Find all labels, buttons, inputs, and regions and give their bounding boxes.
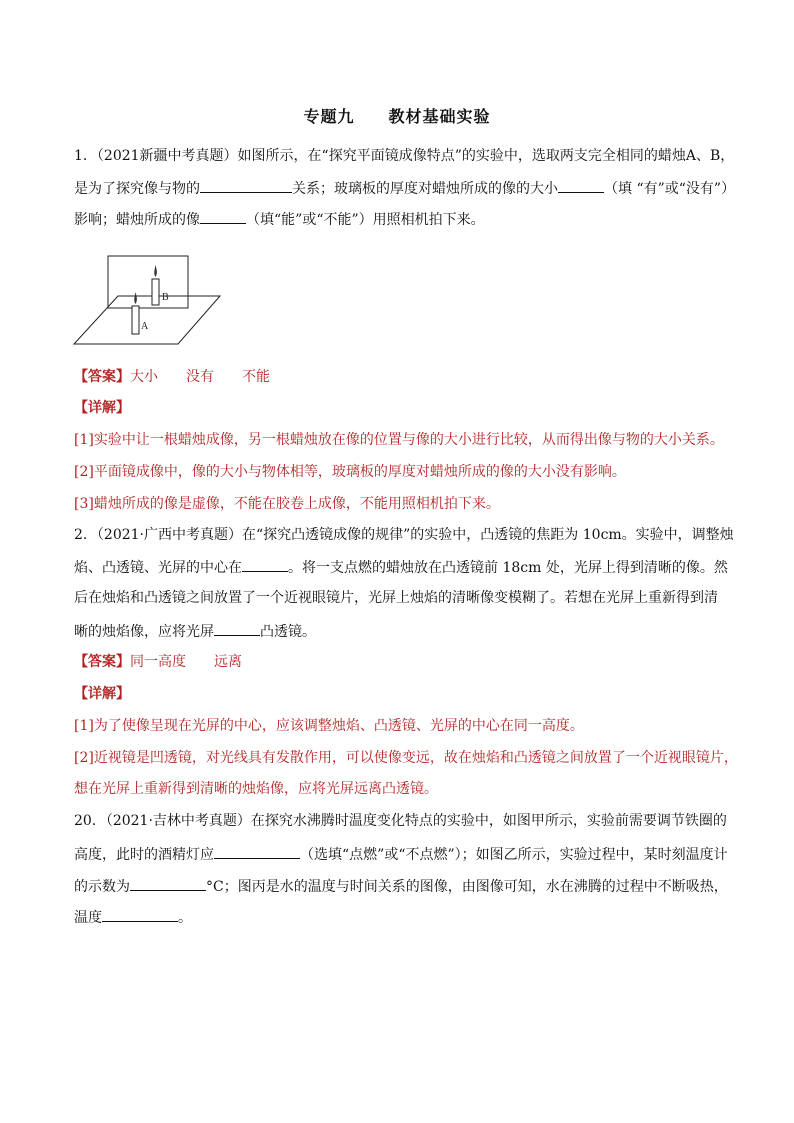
q1-detail-tag: 【详解】 xyxy=(74,400,130,416)
answer-blank xyxy=(102,906,178,922)
q2-detail-tag: 【详解】 xyxy=(74,686,130,702)
q1-answer: 【答案】大小 没有 不能 xyxy=(74,369,270,385)
q1-line-3: 影响；蜡烛所成的像 （填“能”或“不能”）用照相机拍下来。 xyxy=(74,208,485,230)
answer-blank xyxy=(214,620,260,636)
page-title xyxy=(0,104,794,127)
answer-blank xyxy=(242,556,288,572)
q1-detail-2: [2]平面镜成像中，像的大小与物体相等，玻璃板的厚度对蜡烛所成的像的大小没有影响。 xyxy=(74,464,626,480)
label-a: A xyxy=(141,321,149,332)
q2-line-2: 焰、凸透镜、光屏的中心在 。将一支点燃的蜡烛放在凸透镜前 18cm 处，光屏上得到清晰的像。然 xyxy=(74,556,728,578)
q2-line-4: 晰的烛焰像，应将光屏 凸透镜。 xyxy=(74,620,316,642)
q2-line-1: 2．（2021·广西中考真题）在“探究凸透镜成像的规律”的实验中，凸透镜的焦距为 10cm。实验中，调整烛 xyxy=(74,527,734,543)
q2-answer: 【答案】同一高度 远离 xyxy=(74,654,242,670)
q20-line-1: 20．（2021·吉林中考真题）在探究水沸腾时温度变化特点的实验中，如图甲所示，实验前需要调节铁圈的 xyxy=(74,813,727,829)
q1-line-2: 是为了探究像与物的 关系；玻璃板的厚度对蜡烛所成的像的大小 （填 “有”或“没有”） xyxy=(74,177,735,199)
q20-line-4: 温度 。 xyxy=(74,906,192,928)
q2-line-3: 后在烛焰和凸透镜之间放置了一个近视眼镜片，光屏上烛焰的清晰像变模糊了。若想在光屏上重新得到清 xyxy=(74,590,718,606)
answer-blank xyxy=(130,875,206,891)
q2-detail-1: [1]为了使像呈现在光屏的中心，应该调整烛焰、凸透镜、光屏的中心在同一高度。 xyxy=(74,718,584,734)
q2-detail-3: 想在光屏上重新得到清晰的烛焰像，应将光屏远离凸透镜。 xyxy=(74,781,438,797)
q1-detail-3: [3]蜡烛所成的像是虚像，不能在胶卷上成像，不能用照相机拍下来。 xyxy=(74,496,500,512)
q2-detail-2: [2]近视镜是凹透镜，对光线具有发散作用，可以使像变远，故在烛焰和凸透镜之间放置了一个近视眼镜片， xyxy=(74,750,738,766)
title-part-2: 教材基础实验 xyxy=(388,107,491,126)
q1-detail-1: [1]实验中让一根蜡烛成像，另一根蜡烛放在像的位置与像的大小进行比较，从而得出像与物的大小关系。 xyxy=(74,432,724,448)
q20-line-2: 高度，此时的酒精灯应 （选填“点燃”或“不点燃”）；如图乙所示，实验过程中，某时刻温度计 xyxy=(74,843,728,865)
answer-blank xyxy=(200,177,292,193)
answer-blank xyxy=(558,177,604,193)
answer-blank xyxy=(200,208,246,224)
q20-line-3: 的示数为 °C；图丙是水的温度与时间关系的图像，由图像可知，水在沸腾的过程中不断吸热， xyxy=(74,875,728,897)
mirror-candle-figure xyxy=(70,244,230,349)
label-b: B xyxy=(162,292,169,303)
answer-blank xyxy=(214,843,300,859)
title-part-1: 专题九 xyxy=(303,107,355,126)
q1-line-1: 1．（2021新疆中考真题）如图所示，在“探究平面镜成像特点”的实验中，选取两支完全相同的蜡烛A、B， xyxy=(74,148,735,164)
